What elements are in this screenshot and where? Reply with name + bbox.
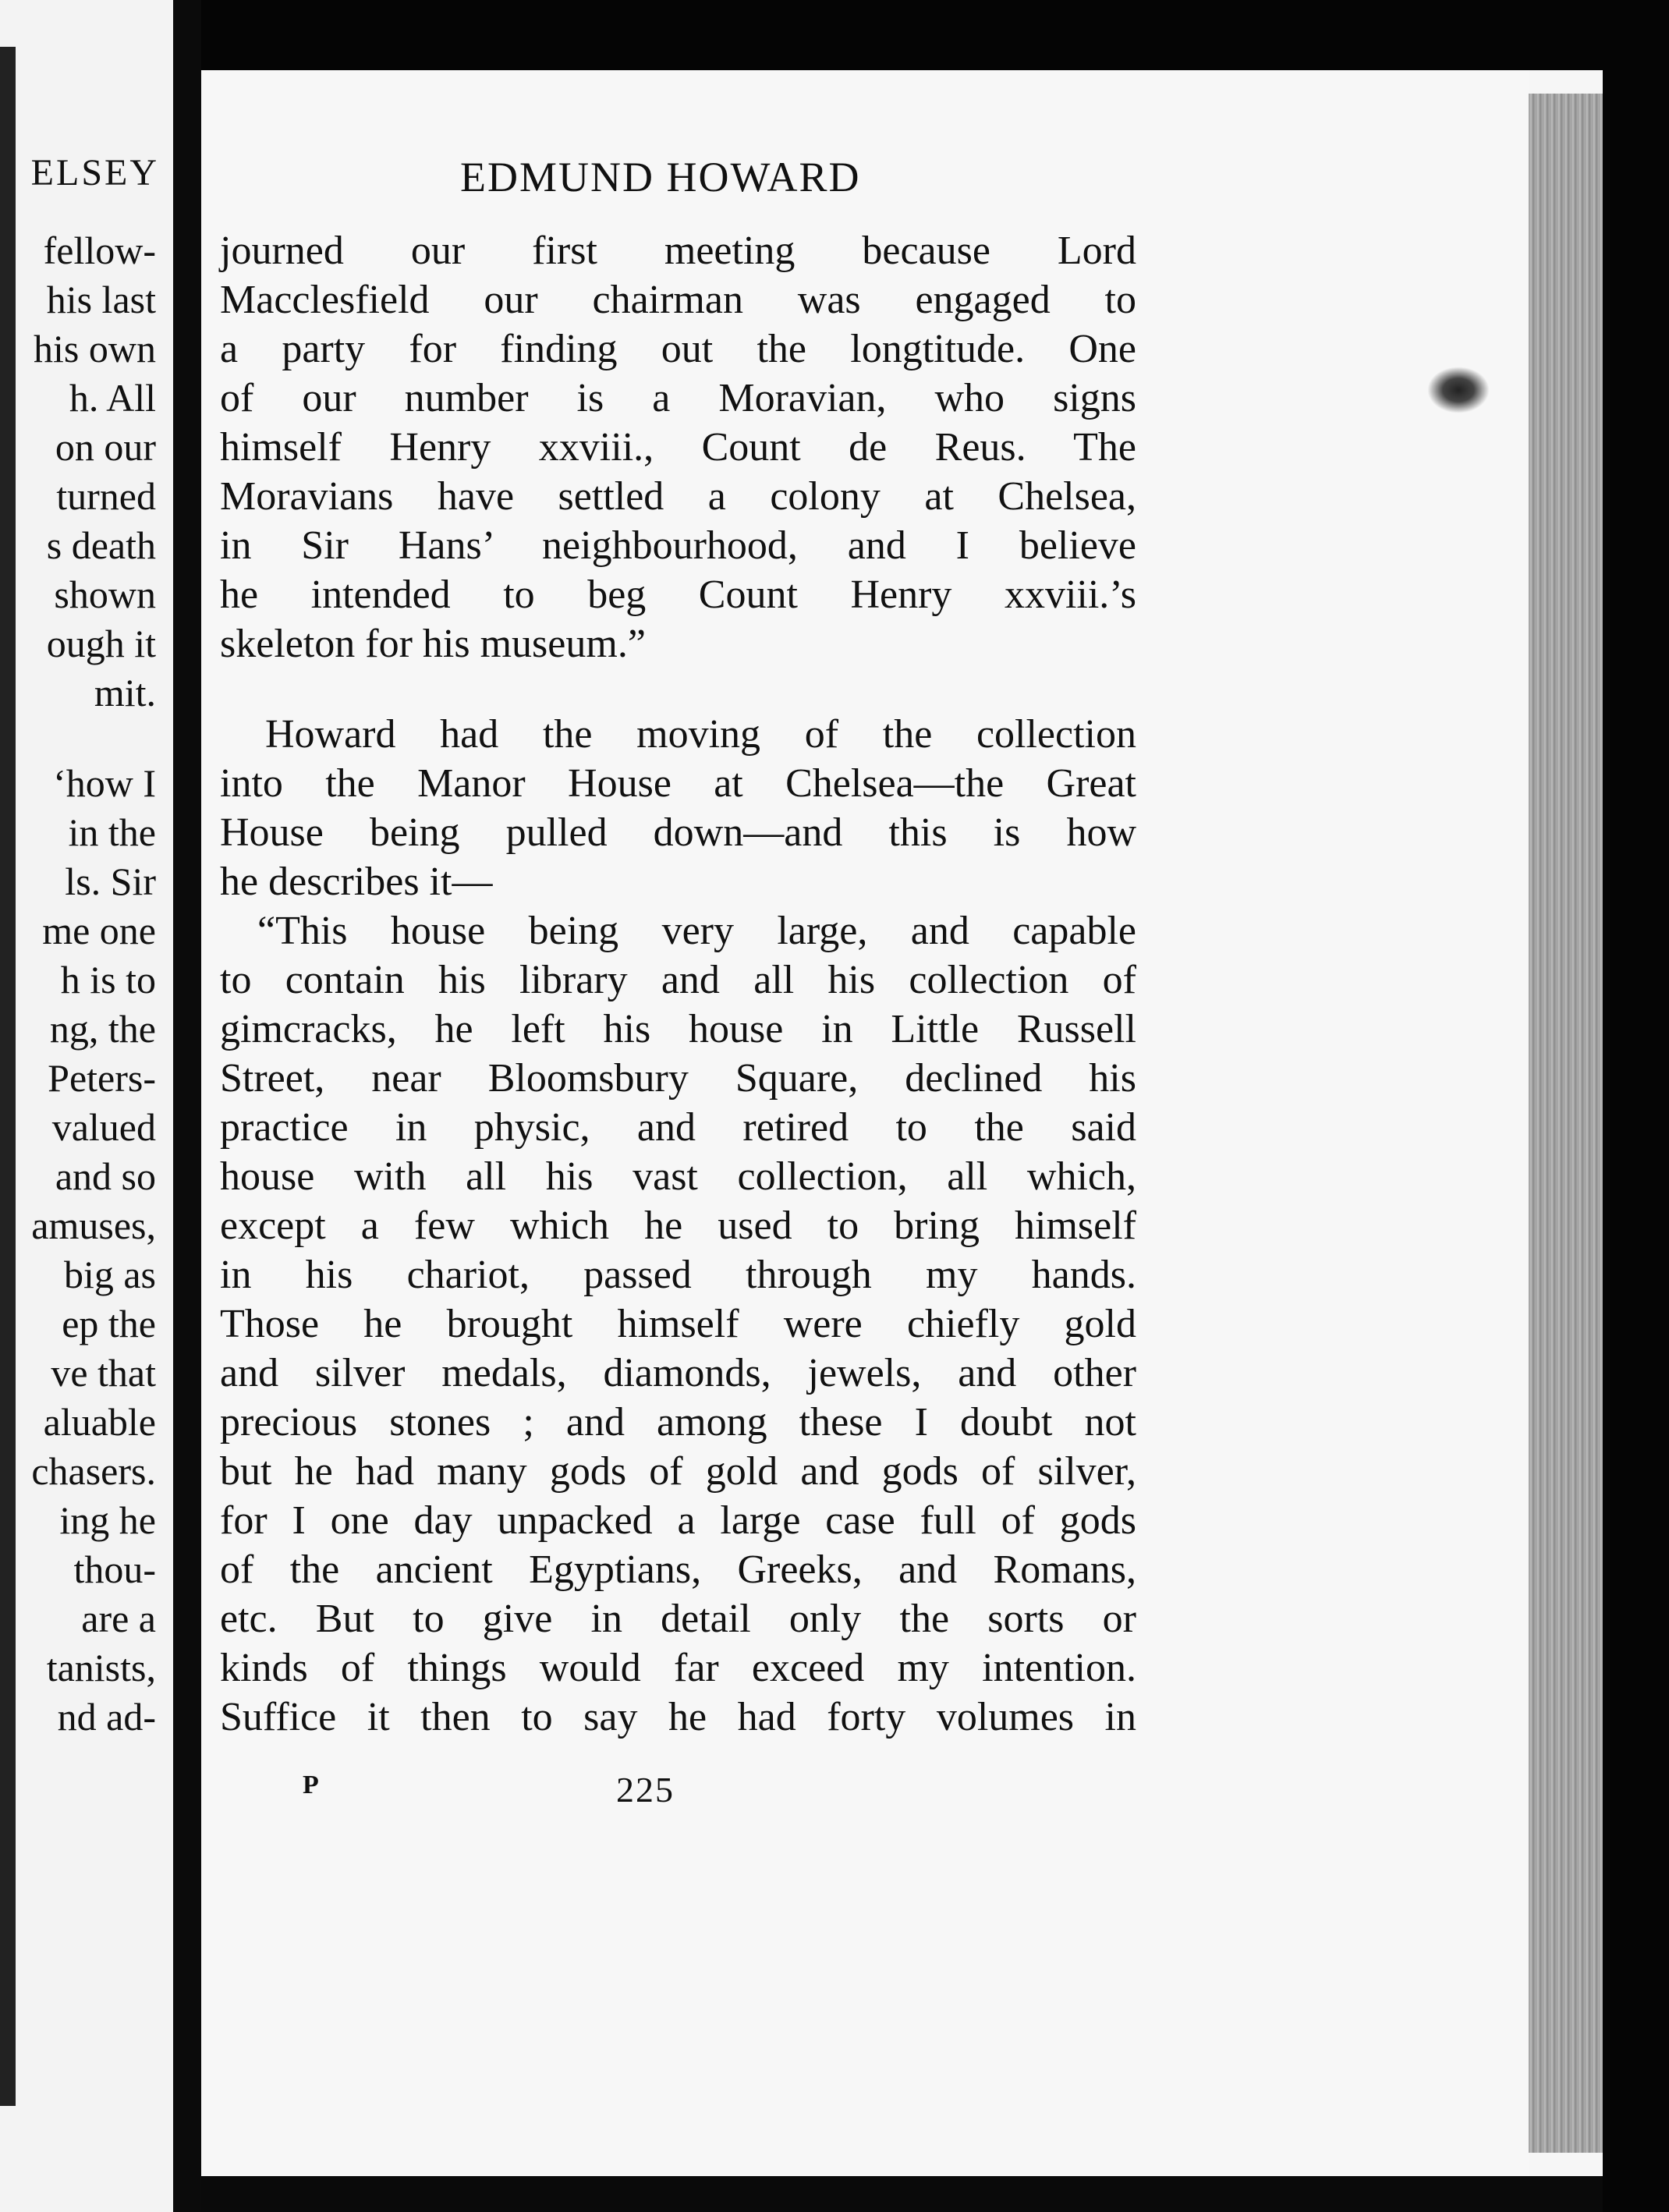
body-line: of the ancient Egyptians, Greeks, and Romans, <box>220 1547 1136 1592</box>
body-line: to contain his library and all his collection of <box>220 958 1136 1002</box>
left-line: valued <box>51 1105 156 1149</box>
left-line: ough it <box>46 622 156 665</box>
left-line: turned <box>56 474 156 518</box>
body-line: into the Manor House at Chelsea—the Great <box>220 761 1136 806</box>
body-line: he intended to beg Count Henry xxviii.’s <box>220 572 1136 617</box>
left-line: ve that <box>51 1351 156 1395</box>
body-line: for I one day unpacked a large case full of gods <box>220 1498 1136 1543</box>
left-line: me one <box>42 909 156 952</box>
left-line: his own <box>34 327 156 370</box>
left-line: aluable <box>43 1400 156 1444</box>
left-page-edge <box>0 47 16 2106</box>
left-line: nd ad- <box>57 1695 156 1739</box>
left-line: big as <box>63 1253 156 1296</box>
left-line: ing he <box>59 1498 156 1542</box>
left-facing-page <box>0 0 173 2212</box>
left-line: mit. <box>94 671 156 714</box>
left-line: are a <box>81 1597 156 1640</box>
body-line: and silver medals, diamonds, jewels, and other <box>220 1351 1136 1395</box>
page-number: 225 <box>616 1770 675 1810</box>
body-line: Suffice it then to say he had forty volumes in <box>220 1695 1136 1739</box>
top-scan-shadow <box>201 0 1669 70</box>
running-head: EDMUND HOWARD <box>460 154 861 200</box>
left-line: and so <box>55 1154 156 1198</box>
body-line: etc. But to give in detail only the sorts or <box>220 1597 1136 1641</box>
left-line: ‘how I <box>53 761 156 805</box>
body-line: a party for finding out the longtitude. One <box>220 327 1136 371</box>
body-line: in Sir Hans’ neighbourhood, and I believe <box>220 523 1136 568</box>
body-line: Howard had the moving of the collection <box>265 712 1136 757</box>
left-line: tanists, <box>46 1646 156 1689</box>
body-line: kinds of things would far exceed my intention. <box>220 1646 1136 1690</box>
body-line: skeleton for his museum.” <box>220 622 646 666</box>
body-line: except a few which he used to bring himself <box>220 1203 1136 1248</box>
body-line: precious stones ; and among these I doubt not <box>220 1400 1136 1445</box>
signature-mark: P <box>303 1771 319 1799</box>
body-line: “This house being very large, and capable <box>257 909 1136 953</box>
book-gutter <box>173 0 201 2212</box>
left-line: ep the <box>62 1302 156 1345</box>
left-line: fellow- <box>43 229 156 272</box>
body-line: Macclesfield our chairman was engaged to <box>220 278 1136 322</box>
body-line: Those he brought himself were chiefly gold <box>220 1302 1136 1346</box>
left-line: chasers. <box>31 1449 156 1493</box>
body-line: gimcracks, he left his house in Little Russell <box>220 1007 1136 1051</box>
left-line: h is to <box>60 958 156 1001</box>
left-line: Peters- <box>48 1056 156 1100</box>
left-line: amuses, <box>31 1203 156 1247</box>
left-running-head: ELSEY <box>30 152 159 193</box>
left-line: s death <box>46 523 156 567</box>
left-line: on our <box>55 425 156 469</box>
left-line: thou- <box>73 1547 156 1591</box>
page-edge-stack <box>1529 94 1603 2153</box>
body-line: of our number is a Moravian, who signs <box>220 376 1136 420</box>
body-line: practice in physic, and retired to the said <box>220 1105 1136 1150</box>
body-line: house with all his vast collection, all which, <box>220 1154 1136 1199</box>
page-body <box>220 226 1136 1742</box>
body-line: Moravians have settled a colony at Chelsea, <box>220 474 1136 519</box>
left-line: his last <box>46 278 156 321</box>
left-page-text <box>31 226 156 1742</box>
left-line: ng, the <box>49 1007 156 1051</box>
left-line: ls. Sir <box>65 860 156 903</box>
left-line: h. All <box>69 376 156 420</box>
ink-smudge <box>1427 367 1490 413</box>
body-line: House being pulled down—and this is how <box>220 810 1136 855</box>
body-line: he describes it— <box>220 860 493 904</box>
body-line: journed our first meeting because Lord <box>220 229 1136 273</box>
body-line: but he had many gods of gold and gods of silver, <box>220 1449 1136 1494</box>
body-line: in his chariot, passed through my hands. <box>220 1253 1136 1297</box>
body-line: Street, near Bloomsbury Square, declined his <box>220 1056 1136 1101</box>
right-scan-background <box>1603 0 1669 2212</box>
left-line: shown <box>54 572 156 616</box>
body-line: himself Henry xxviii., Count de Reus. The <box>220 425 1136 470</box>
left-line: in the <box>68 810 156 854</box>
bottom-scan-shadow <box>201 2176 1669 2212</box>
